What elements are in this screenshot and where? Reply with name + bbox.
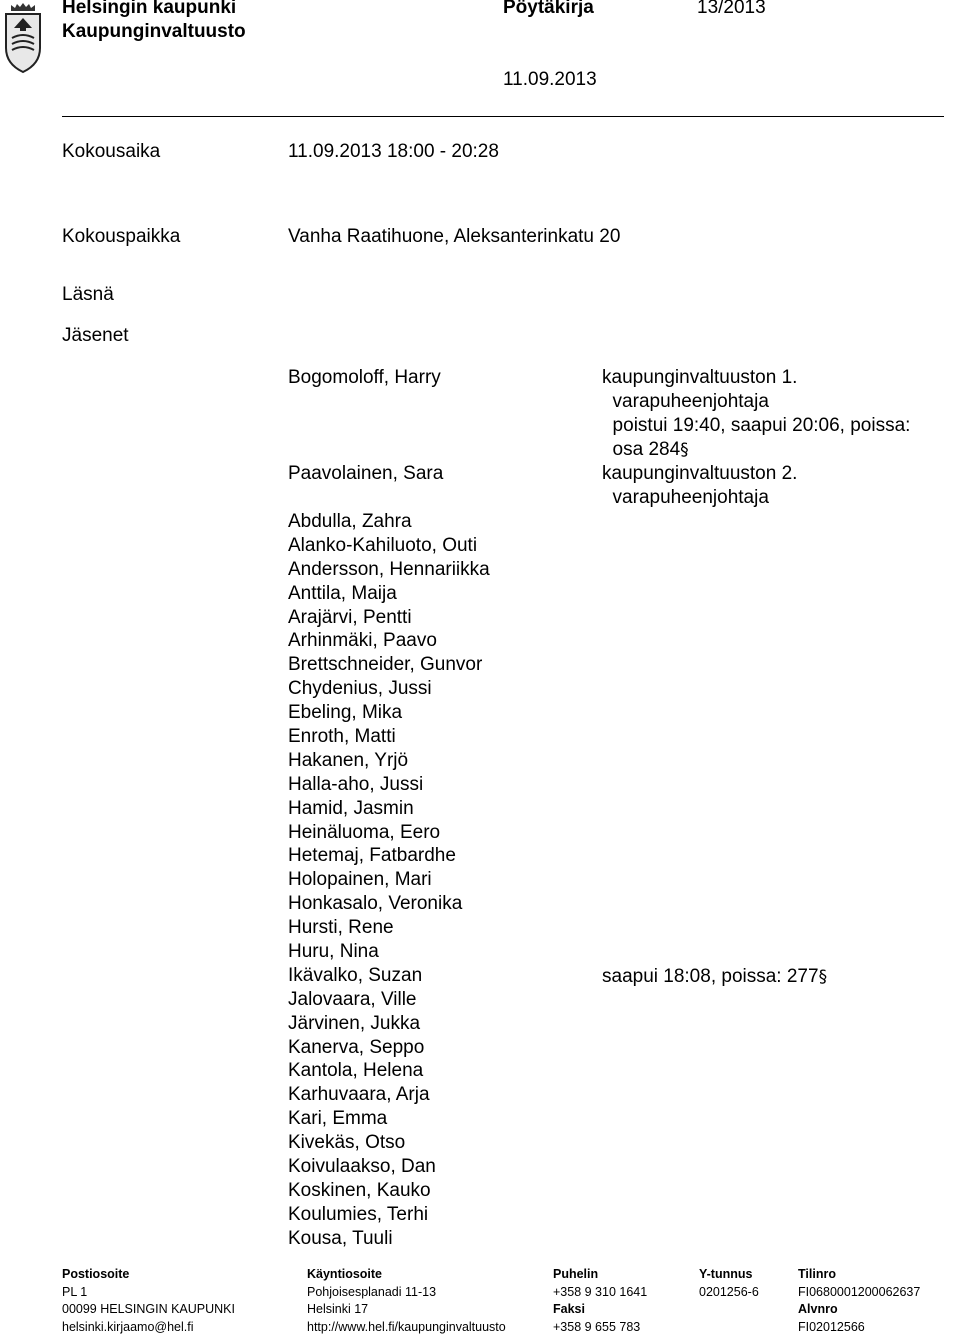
member-name: Koulumies, Terhi <box>288 1203 429 1225</box>
footer-ytunnus: Y-tunnus 0201256-6 <box>699 1267 759 1299</box>
member-name: Halla-aho, Jussi <box>288 773 424 795</box>
officer-name: Paavolainen, Sara <box>288 463 444 484</box>
member-name: Kousa, Tuuli <box>288 1227 393 1249</box>
footer-account: Tilinro FI0680001200062637 Alvnro FI02012566 <box>798 1267 921 1334</box>
officer-note: kaupunginvaltuuston 2. varapuheenjohtaja <box>602 463 798 508</box>
footer-visit: Käyntiosoite Pohjoisesplanadi 11-13 Helsinki 17 http://www.hel.fi/kaupunginvaltuusto <box>307 1267 506 1334</box>
document-type: Pöytäkirja <box>503 0 594 18</box>
officer-name: Bogomoloff, Harry <box>288 367 441 388</box>
member-note: saapui 18:08, poissa: 277§ <box>602 966 828 987</box>
body-name: Kaupunginvaltuusto <box>62 21 246 42</box>
meeting-time-value: 11.09.2013 18:00 - 20:28 <box>288 141 499 162</box>
member-name: Hamid, Jasmin <box>288 797 414 819</box>
header-date: 11.09.2013 <box>503 69 597 90</box>
meeting-place-value: Vanha Raatihuone, Aleksanterinkatu 20 <box>288 226 621 247</box>
member-name: Järvinen, Jukka <box>288 1012 421 1034</box>
section-sign: § <box>680 440 689 460</box>
meeting-place-label: Kokouspaikka <box>62 226 181 247</box>
member-name: Hursti, Rene <box>288 917 394 939</box>
member-name: Ikävalko, Suzan <box>288 964 423 986</box>
member-name: Arhinmäki, Paavo <box>288 630 437 652</box>
member-name: Hakanen, Yrjö <box>288 749 409 771</box>
member-name: Holopainen, Mari <box>288 869 432 891</box>
member-name: Hetemaj, Fatbardhe <box>288 845 456 867</box>
member-name: Arajärvi, Pentti <box>288 606 412 628</box>
member-name: Koskinen, Kauko <box>288 1179 431 1201</box>
member-name: Anttila, Maija <box>288 582 397 604</box>
section-sign: § <box>818 967 828 987</box>
footer-phone: Puhelin +358 9 310 1641 Faksi +358 9 655 783 <box>553 1267 648 1334</box>
member-name: Heinäluoma, Eero <box>288 821 441 843</box>
member-name: Kivekäs, Otso <box>288 1132 406 1154</box>
members-label: Jäsenet <box>62 325 129 346</box>
member-name: Abdulla, Zahra <box>288 511 412 532</box>
minutes-number: 13/2013 <box>697 0 766 18</box>
member-name: Kantola, Helena <box>288 1060 424 1082</box>
member-name: Honkasalo, Veronika <box>288 893 463 915</box>
footer-postal: Postiosoite PL 1 00099 HELSINGIN KAUPUNKI helsinki.kirjaamo@hel.fi <box>62 1267 235 1334</box>
present-label: Läsnä <box>62 284 114 305</box>
member-name: Chydenius, Jussi <box>288 678 432 700</box>
member-name: Kanerva, Seppo <box>288 1036 425 1058</box>
member-name: Ebeling, Mika <box>288 702 403 724</box>
member-name: Enroth, Matti <box>288 726 396 748</box>
member-name: Andersson, Hennariikka <box>288 558 490 580</box>
meeting-time-label: Kokousaika <box>62 141 161 162</box>
member-name: Karhuvaara, Arja <box>288 1084 430 1106</box>
member-name: Alanko-Kahiluoto, Outi <box>288 534 478 556</box>
member-name: Jalovaara, Ville <box>288 988 417 1010</box>
org-name: Helsingin kaupunki <box>62 0 237 18</box>
member-name: Koivulaakso, Dan <box>288 1156 436 1178</box>
member-name: Huru, Nina <box>288 941 379 963</box>
member-name: Kari, Emma <box>288 1108 388 1130</box>
header-divider <box>62 116 944 117</box>
member-list <box>288 510 490 1251</box>
member-name: Brettschneider, Gunvor <box>288 654 483 676</box>
helsinki-coat-of-arms-logo <box>0 0 46 76</box>
officer-note: kaupunginvaltuuston 1. varapuheenjohtaja poistui 19:40, saapui 20:06, poissa: osa 284§ <box>602 367 911 460</box>
